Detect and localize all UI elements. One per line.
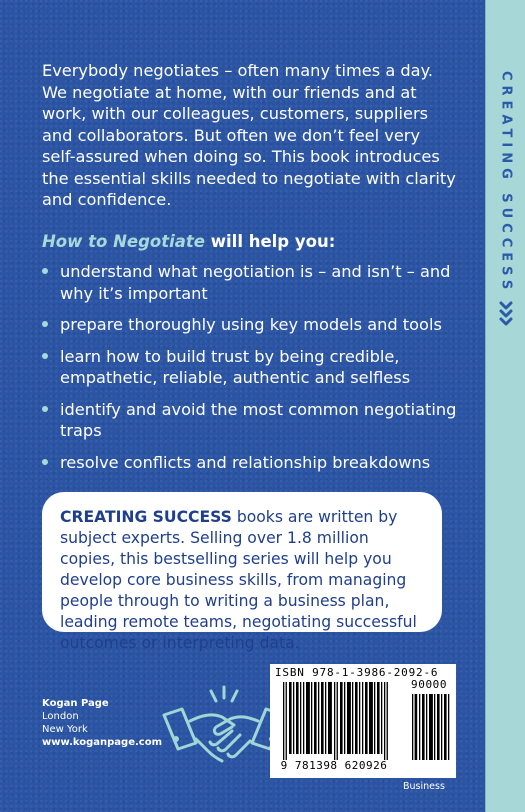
price-code: 90000 bbox=[411, 678, 448, 691]
benefit-item: learn how to build trust by being credible, empathetic, reliable, authentic and selfless bbox=[42, 346, 462, 389]
spine-title bbox=[486, 28, 525, 338]
series-info-box bbox=[42, 492, 442, 652]
publisher-url: www.koganpage.com bbox=[42, 737, 163, 748]
publisher-city-london: London bbox=[42, 711, 79, 722]
publisher-name: Kogan Page bbox=[42, 698, 109, 709]
benefit-item: understand what negotiation is – and isn’t – and why it’s important bbox=[42, 261, 462, 304]
category-label: Business bbox=[403, 781, 445, 792]
isbn-label: ISBN 978-1-3986-2092-6 bbox=[275, 666, 439, 679]
help-heading-suffix: will help you: bbox=[205, 232, 336, 251]
benefit-item: identify and avoid the most common negotiating traps bbox=[42, 399, 462, 442]
benefit-item: prepare thoroughly using key models and tools bbox=[42, 314, 462, 336]
spine-strip bbox=[485, 0, 525, 812]
publisher-city-newyork: New York bbox=[42, 724, 88, 735]
series-name: CREATING SUCCESS bbox=[60, 508, 232, 526]
benefits-list bbox=[42, 261, 462, 483]
ean-digits: 9 781398 620926 bbox=[280, 759, 388, 772]
barcode-ean-bars bbox=[275, 682, 400, 760]
help-heading bbox=[42, 232, 335, 251]
book-title: How to Negotiate bbox=[42, 232, 206, 251]
publisher-info bbox=[42, 697, 162, 749]
handshake-icon bbox=[160, 681, 288, 777]
intro-paragraph: Everybody negotiates – often many times a day. We negotiate at home, with our friends and at work, with our colleagues, customers, suppliers and collaborators. But often we don’t feel very self-assured when doing so. This book introduces the essential skills needed to negotiate with clarity and confidence. bbox=[42, 61, 456, 209]
barcode-block bbox=[270, 664, 456, 778]
benefit-item: resolve conflicts and relationship breakdowns bbox=[42, 452, 462, 474]
chevron-down-icon bbox=[497, 300, 515, 330]
barcode-addon-bars bbox=[411, 694, 451, 760]
series-description: books are written by subject experts. Selling over 1.8 million copies, this bestselling series will help you develop core business skills, from managing people through to writing a business plan, leading remote teams, negotiating successful outcomes or interpreting data. bbox=[60, 508, 417, 652]
spine-series-text: CREATING SUCCESS bbox=[498, 71, 514, 295]
